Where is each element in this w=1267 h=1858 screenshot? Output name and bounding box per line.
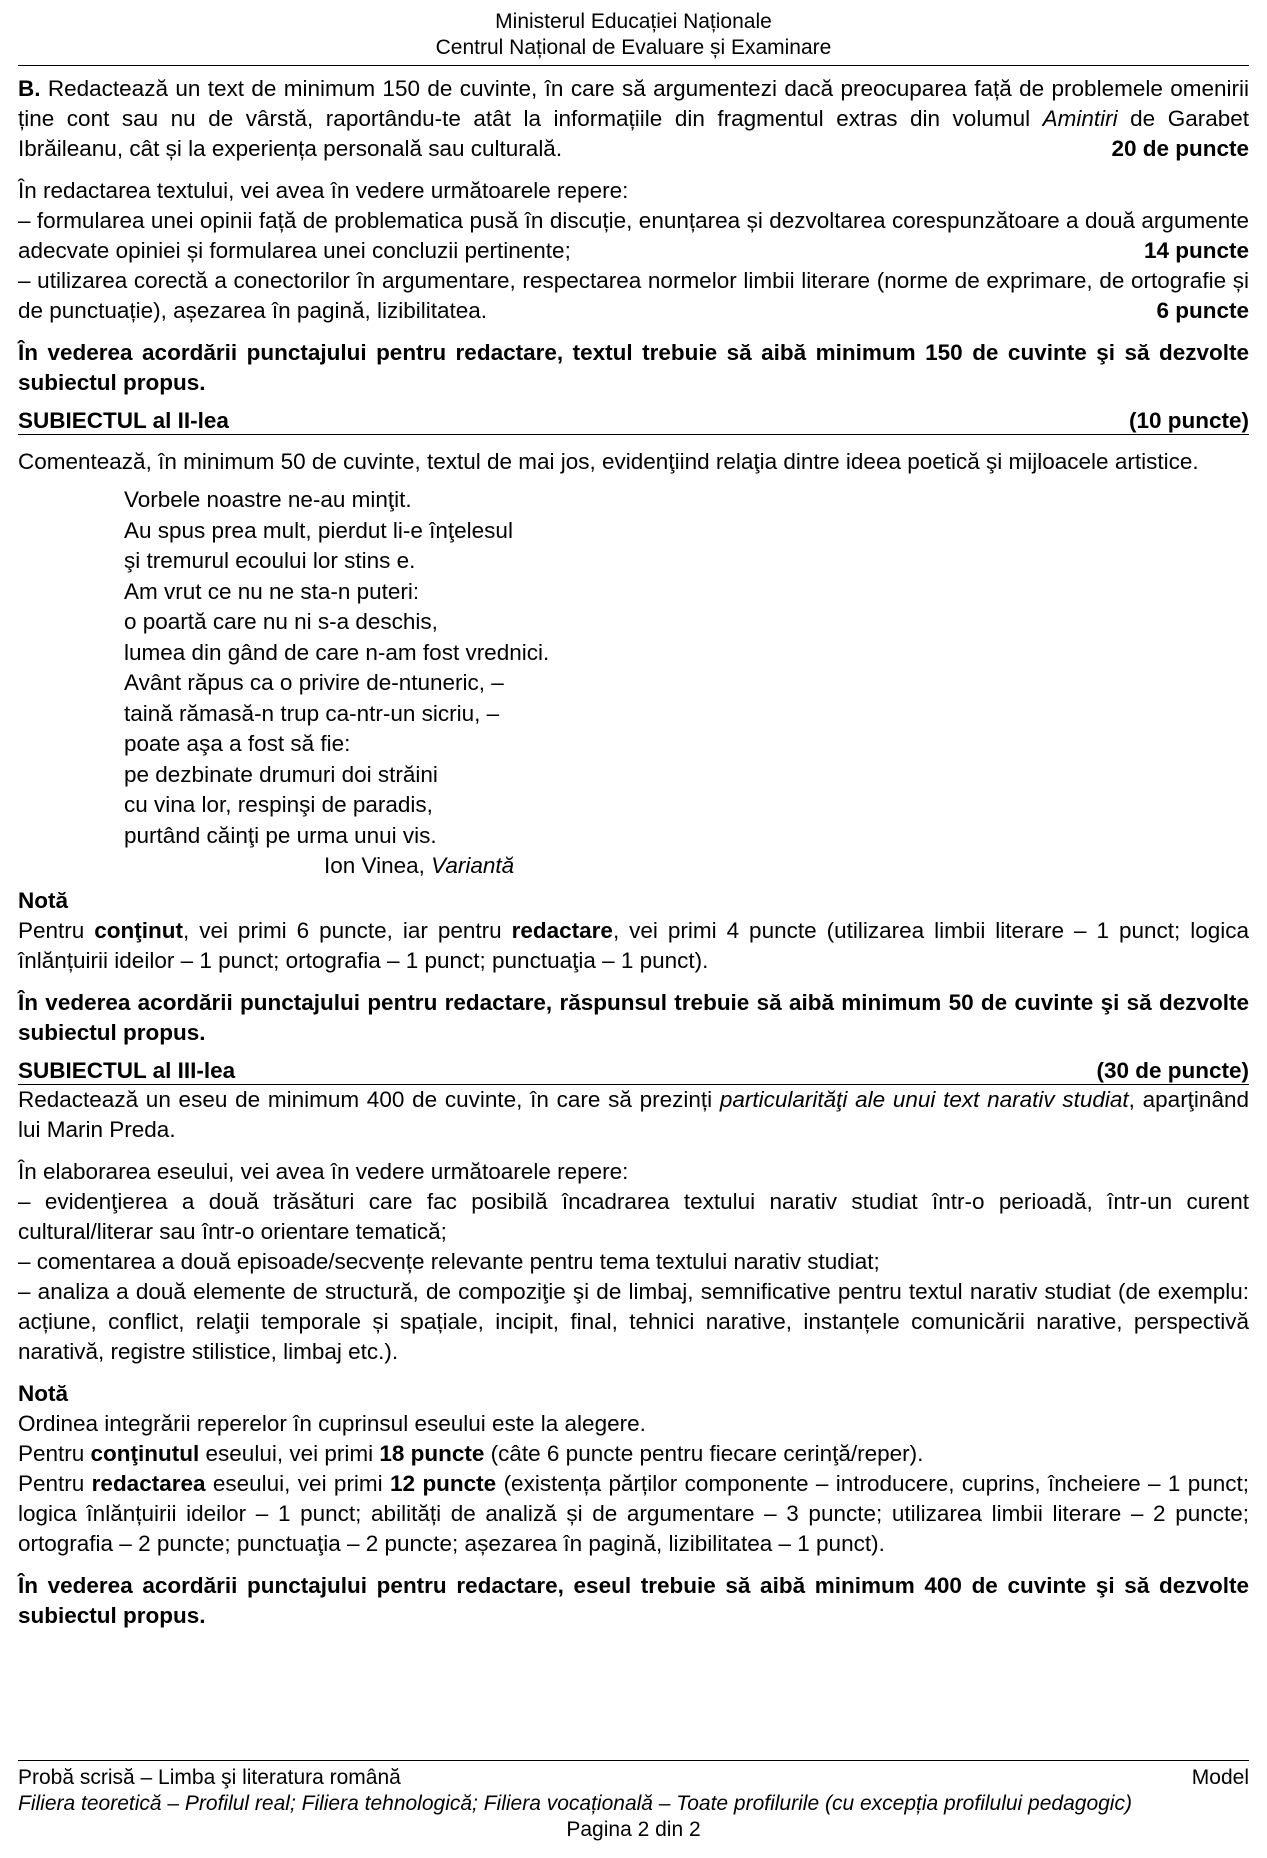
subject-2-bold-note: În vederea acordării punctajului pentru redactare, răspunsul trebuie să aibă minimum 50 de cuvinte şi să dezvolte subiectul propus. bbox=[18, 989, 1249, 1045]
subject-3-task: Redactează un eseu de minimum 400 de cuvinte, în care să prezinți particularităţi ale unui text narativ studiat, aparţinând lui Marin Preda. bbox=[18, 1086, 1249, 1142]
subject-3-heading: SUBIECTUL al III-lea (30 de puncte) bbox=[18, 1057, 1249, 1083]
poem-line: purtând căinţi pe urma unui vis. bbox=[124, 822, 437, 848]
subject-3-bold-note: În vederea acordării punctajului pentru redactare, eseul trebuie să aibă minimum 400 de cuvinte şi să dezvolte subiectul propus. bbox=[18, 1572, 1249, 1628]
subject-3-guide-2: – comentarea a două episoade/secvențe relevante pentru tema textului narativ studiat; bbox=[18, 1248, 880, 1274]
subject-2-note: Pentru conţinut, vei primi 6 puncte, iar pentru redactare, vei primi 4 puncte (utilizarea limbii literare – 1 punct; logica înlănțuirii ideilor – 1 punct; ortografia – 1 punct; punctuaţia – 1 punct). bbox=[18, 917, 1250, 973]
subject-2-heading: SUBIECTUL al II-lea (10 puncte) bbox=[18, 408, 1249, 433]
footer-subject: Probă scrisă – Limba şi literatura română bbox=[18, 1766, 401, 1789]
subject-3-note-title: Notă bbox=[18, 1380, 68, 1406]
exam-page bbox=[18, 0, 1249, 1631]
subject-3-note-3: Pentru redactarea eseului, vei primi 12 puncte (existența părților componente – introducere, cuprins, încheiere – 1 punct; logica înlănțuirii ideilor – 1 punct; abilități de analiză și de argumentare – 3 puncte; utilizarea limbii literare – 2 puncte; ortografia – 2 puncte; punctuaţia – 2 puncte; așezarea în pagină, lizibilitatea – 1 punct). bbox=[18, 1470, 1250, 1556]
footer-model: Model bbox=[1191, 1766, 1249, 1789]
part-b-guide-1: – formularea unei opinii față de problematica pusă în discuție, enunțarea și dezvoltarea corespunzătoare a două argumente adecvate opiniei și formularea unei concluzii pertinente; 14 puncte bbox=[18, 208, 1249, 263]
poem bbox=[124, 485, 1249, 882]
ministry-name: Ministerul Educației Naționale bbox=[495, 10, 772, 33]
poem-line: lumea din gând de care n-am fost vrednici. bbox=[124, 639, 550, 665]
poem-author: Ion Vinea, Variantă bbox=[324, 853, 515, 878]
poem-line: o poartă care nu ni s-a deschis, bbox=[124, 609, 438, 634]
poem-line: cu vina lor, respinşi de paradis, bbox=[124, 792, 433, 817]
poem-line: Vorbele noastre ne-au minţit. bbox=[124, 487, 412, 512]
page-header bbox=[18, 0, 1249, 61]
part-b-letter: B. bbox=[18, 76, 41, 101]
center-name: Centrul Național de Evaluare și Examinare bbox=[435, 36, 832, 59]
part-b-bold-note: În vederea acordării punctajului pentru redactare, textul trebuie să aibă minimum 150 de cuvinte şi să dezvolte subiectul propus. bbox=[18, 340, 1249, 395]
subject-3-guide-1: – evidenţierea a două trăsături care fac posibilă încadrarea textului narativ studiat într-o perioadă, într-un curent cultural/literar sau într-o orientare tematică; bbox=[18, 1188, 1249, 1244]
book-title: Amintiri bbox=[1042, 106, 1118, 131]
part-b-task: B. Redactează un text de minimum 150 de cuvinte, în care să argumentezi dacă preocuparea față de problemele omenirii ține cont sau nu de vârstă, raportându-te atât la informațiile din fragmentul extras din volumul Amintiri de Garabet Ibrăileanu, cât și la experiența personală sau culturală. 20 de puncte bbox=[18, 74, 1249, 164]
part-b-points: 20 de puncte bbox=[1111, 136, 1249, 161]
poem-line: Am vrut ce nu ne sta-n puteri: bbox=[124, 578, 420, 604]
part-b-guide-intro: În redactarea textului, vei avea în vedere următoarele repere: bbox=[18, 178, 629, 203]
subject-3-guide-intro: În elaborarea eseului, vei avea în vedere următoarele repere: bbox=[18, 1158, 629, 1184]
footer-profiles: Filiera teoretică – Profilul real; Filiera tehnologică; Filiera vocațională – Toate profilurile (cu excepția profilului pedagogic) bbox=[18, 1792, 1132, 1815]
header-rule bbox=[18, 65, 1249, 66]
subject-3-guide-3: – analiza a două elemente de structură, de compoziţie şi de limbaj, semnificative pentru textul narativ studiat (de exemplu: acțiune, conflict, relaţii temporale și spațiale, incipit, final, tehnici narative, instanțele comunicării narative, perspectivă narativă, registre stilistice, limbaj etc.). bbox=[18, 1278, 1249, 1364]
subject-3-note-2: Pentru conţinutul eseului, vei primi 18 puncte (câte 6 puncte pentru fiecare cerinţă/reper). bbox=[18, 1440, 924, 1466]
poem-line: şi tremurul ecoului lor stins e. bbox=[124, 548, 416, 573]
poem-line: Au spus prea mult, pierdut li-e înţelesul bbox=[124, 517, 513, 543]
poem-line: Avânt răpus ca o privire de-ntuneric, – bbox=[124, 670, 504, 695]
subject-2-task: Comentează, în minimum 50 de cuvinte, textul de mai jos, evidenţiind relaţia dintre ideea poetică şi mijloacele artistice. bbox=[18, 449, 1199, 474]
subject-3-note-1: Ordinea integrării reperelor în cuprinsul eseului este la alegere. bbox=[18, 1410, 646, 1436]
poem-line: poate aşa a fost să fie: bbox=[124, 731, 351, 756]
poem-line: pe dezbinate drumuri doi străini bbox=[124, 761, 438, 787]
poem-line: taină rămasă-n trup ca-ntr-un sicriu, – bbox=[124, 700, 500, 726]
part-b-guide-2: – utilizarea corectă a conectorilor în argumentare, respectarea normelor limbii literare (norme de exprimare, de ortografie și de punctuație), așezarea în pagină, lizibilitatea. 6 puncte bbox=[18, 268, 1249, 323]
subject-2-note-title: Notă bbox=[18, 887, 68, 913]
footer-rule bbox=[18, 1760, 1249, 1761]
page-footer bbox=[18, 1760, 1249, 1843]
page-number: Pagina 2 din 2 bbox=[566, 1818, 701, 1841]
